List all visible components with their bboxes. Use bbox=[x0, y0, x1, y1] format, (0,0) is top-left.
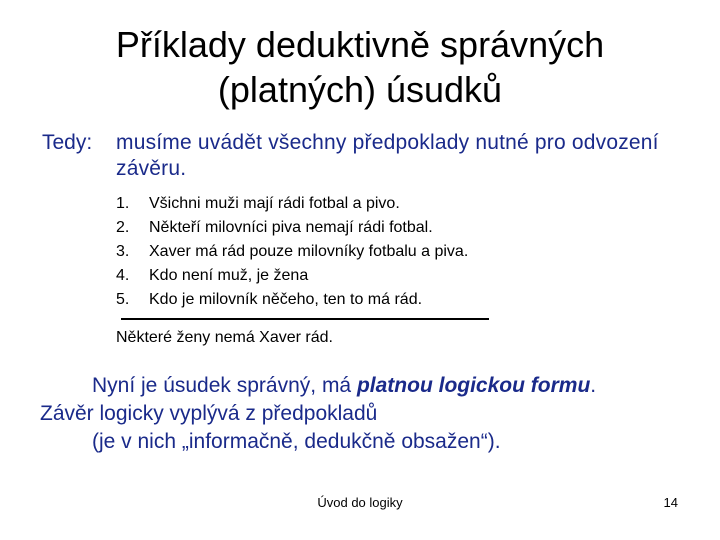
summary-line-2: Závěr logicky vyplývá z předpokladů bbox=[40, 402, 378, 425]
premise-number: 2. bbox=[116, 219, 130, 236]
conclusion-text: Některé ženy nemá Xaver rád. bbox=[116, 329, 333, 346]
summary-line-3: (je v nich „informačně, dedukčně obsažen“). bbox=[92, 430, 501, 453]
summary-emphasis: platnou logickou formu bbox=[356, 374, 591, 397]
summary-line-1-end: . bbox=[590, 374, 597, 397]
summary-line-1 bbox=[92, 372, 596, 400]
premise-text: Všichni muži mají rádi fotbal a pivo. bbox=[149, 195, 400, 212]
premise-text: Xaver má rád pouze milovníky fotbalu a piva. bbox=[149, 243, 469, 260]
premise-number: 5. bbox=[116, 291, 130, 308]
premise-text: Kdo není muž, je žena bbox=[149, 267, 309, 284]
slide-title-line-1: Příklady deduktivně správných bbox=[115, 24, 605, 65]
premise-text: Někteří milovníci piva nemají rádi fotbal. bbox=[149, 219, 433, 236]
summary-line-1-start: Nyní je úsudek správný, má bbox=[92, 374, 357, 397]
premise-number: 1. bbox=[116, 195, 130, 212]
tedy-label: Tedy: bbox=[42, 131, 93, 154]
inference-line bbox=[121, 318, 489, 320]
slide-title bbox=[40, 22, 680, 112]
premise-number: 4. bbox=[116, 267, 130, 284]
slide-title-line-2: (platných) úsudků bbox=[217, 69, 503, 110]
premise-text: Kdo je milovník něčeho, ten to má rád. bbox=[149, 291, 423, 308]
page-number: 14 bbox=[663, 495, 678, 510]
slide-footer: Úvod do logiky bbox=[317, 495, 403, 510]
tedy-text: musíme uvádět všechny předpoklady nutné pro odvození závěru. bbox=[116, 131, 659, 180]
premise-number: 3. bbox=[116, 243, 130, 260]
